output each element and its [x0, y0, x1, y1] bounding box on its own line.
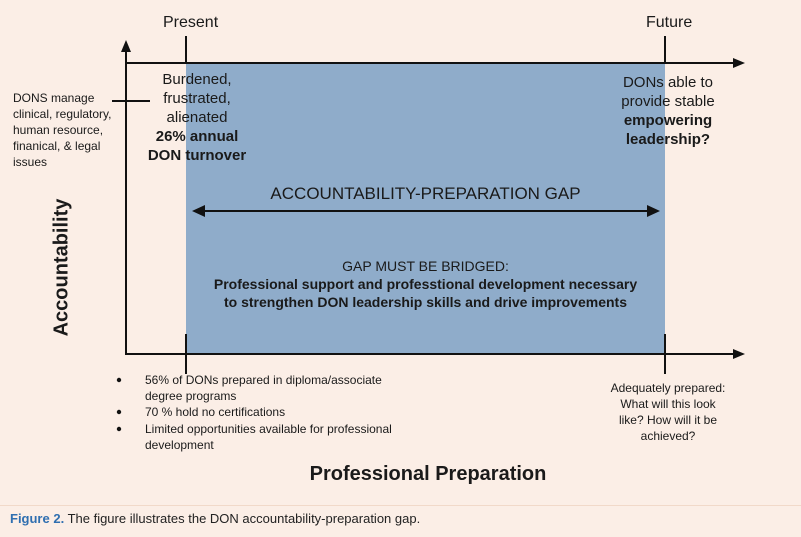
future-state [598, 73, 738, 149]
bullet-dot [117, 410, 121, 414]
bridge-block [186, 257, 665, 311]
bullet-line: 56% of DONs prepared in diploma/associate [145, 373, 382, 387]
adequate-line: like? How will it be [618, 413, 718, 427]
present-state [136, 70, 258, 165]
left-note-line: finanical, & legal [13, 139, 101, 153]
present-label: Present [163, 14, 219, 31]
left-note-line: human resource, [13, 123, 104, 137]
left-note-line: DONS manage [13, 91, 95, 105]
bullet-dot [117, 378, 121, 382]
adequate-line: achieved? [640, 429, 696, 443]
turnover-line: DON turnover [147, 147, 247, 164]
y-axis-label: Accountability [50, 198, 73, 337]
bridge-title: GAP MUST BE BRIDGED: [342, 258, 509, 274]
adequate-note [598, 380, 738, 444]
bridge-line: Professional support and professtional development necessary [213, 276, 638, 292]
turnover-line: 26% annual [155, 128, 239, 145]
future-state-bold-line: leadership? [625, 131, 711, 148]
figure-caption [10, 511, 420, 526]
present-state-line: alienated [166, 109, 228, 126]
bullet-line: Limited opportunities available for professional [145, 422, 392, 436]
x-axis-arrowhead [733, 349, 745, 359]
gap-title: ACCOUNTABILITY-PREPARATION GAP [270, 184, 581, 203]
future-state-line: DONs able to [622, 74, 714, 91]
bullet-item [145, 421, 392, 453]
bullet-line: 70 % hold no certifications [145, 405, 286, 419]
bridge-line: to strengthen DON leadership skills and drive improvements [224, 294, 627, 310]
caption-label: Figure 2. [10, 511, 65, 526]
future-state-line: provide stable [621, 93, 715, 110]
y-axis-arrowhead [121, 40, 131, 52]
bullet-line: degree programs [145, 389, 237, 403]
bullet-dot [117, 427, 121, 431]
gap-arrow-left-head [192, 205, 205, 217]
left-note [13, 90, 111, 170]
bullet-line: development [145, 438, 214, 452]
present-state-line: frustrated, [163, 90, 231, 107]
adequate-line: Adequately prepared: [610, 381, 726, 395]
bullet-item [145, 372, 382, 404]
x-axis-label: Professional Preparation [309, 463, 547, 485]
left-note-line: issues [13, 155, 48, 169]
future-state-bold-line: empowering [623, 112, 713, 129]
top-axis-arrowhead [733, 58, 745, 68]
present-state-line: Burdened, [162, 71, 232, 88]
future-label: Future [646, 14, 693, 31]
bullet-item [145, 404, 285, 420]
left-note-line: clinical, regulatory, [13, 107, 112, 121]
caption-text: The figure illustrates the DON accountability-preparation gap. [64, 511, 421, 526]
gap-arrow-right-head [647, 205, 660, 217]
adequate-line: What will this look [620, 397, 716, 411]
